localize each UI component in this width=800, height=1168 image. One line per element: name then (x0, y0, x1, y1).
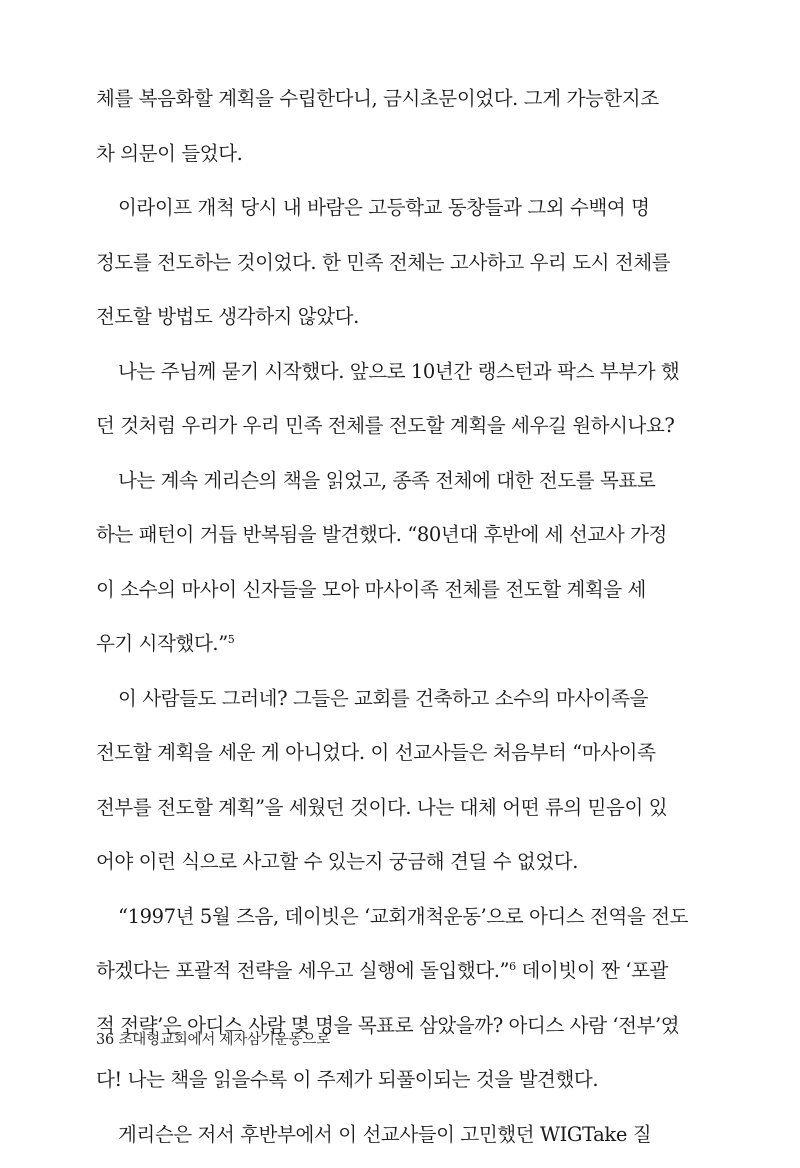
footnote-ref-5: 5 (228, 633, 235, 646)
text-line: 나는 계속 게리슨의 책을 읽었고, 종족 전체에 대한 전도를 목표로 (96, 460, 640, 515)
footnote-ref-6: 6 (509, 960, 516, 973)
text-line: 다! 나는 책을 읽을수록 이 주제가 되풀이되는 것을 발견했다. (96, 1059, 640, 1114)
text-line: 나는 주님께 묻기 시작했다. 앞으로 10년간 랭스턴과 팍스 부부가 했 (96, 351, 640, 406)
text-line: “1997년 5월 즈음, 데이빗은 ‘교회개척운동’으로 아디스 전역을 전도 (96, 896, 640, 951)
text-line: 이 사람들도 그러네? 그들은 교회를 건축하고 소수의 마사이족을 (96, 678, 640, 733)
text-line: 이 소수의 마사이 신자들을 모아 마사이족 전체를 전도할 계획을 세 (96, 569, 640, 624)
text-segment: 우기 시작했다.” (96, 632, 228, 655)
text-line-with-footnote (96, 950, 640, 1005)
text-line: 차 의문이 들었다. (96, 133, 640, 188)
text-line: 던 것처럼 우리가 우리 민족 전체를 전도할 계획을 세우길 원하시나요? (96, 405, 640, 460)
book-title: 초대형교회에서 제자삼기운동으로 (118, 1032, 330, 1048)
text-line-with-footnote (96, 623, 640, 678)
text-line: 전도할 방법도 생각하지 않았다. (96, 296, 640, 351)
text-line: 이라이프 개척 당시 내 바람은 고등학교 동창들과 그외 수백여 명 (96, 187, 640, 242)
page-footer (96, 1028, 330, 1049)
text-line: 어야 이런 식으로 사고할 수 있는지 궁금해 견딜 수 없었다. (96, 841, 640, 896)
text-segment: 데이빗이 짠 ‘포괄 (516, 959, 668, 982)
text-segment: 하겠다는 포괄적 전략을 세우고 실행에 돌입했다.” (96, 959, 509, 982)
text-line: 게리슨은 저서 후반부에서 이 선교사들이 고민했던 WIGTake 질 (96, 1114, 640, 1168)
text-line: 하는 패턴이 거듭 반복됨을 발견했다. “80년대 후반에 세 선교사 가정 (96, 514, 640, 569)
page-number: 36 (96, 1032, 114, 1048)
text-line: 정도를 전도하는 것이었다. 한 민족 전체는 고사하고 우리 도시 전체를 (96, 242, 640, 297)
page-body (96, 78, 640, 1168)
text-line: 전부를 전도할 계획”을 세웠던 것이다. 나는 대체 어떤 류의 믿음이 있 (96, 787, 640, 842)
text-line: 적 전략’은 아디스 사람 몇 명을 목표로 삼았을까? 아디스 사람 ‘전부’였 (96, 1005, 640, 1060)
text-line: 체를 복음화할 계획을 수립한다니, 금시초문이었다. 그게 가능한지조 (96, 78, 640, 133)
text-line: 전도할 계획을 세운 게 아니었다. 이 선교사들은 처음부터 “마사이족 (96, 732, 640, 787)
